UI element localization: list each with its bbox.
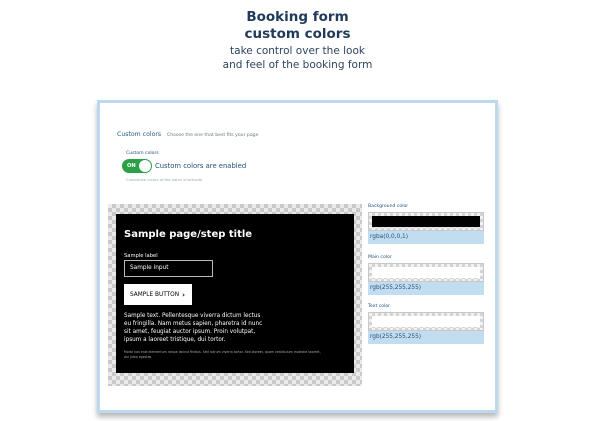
preview-body-text: Sample text. Pellentesque viverra dictum lectus eu fringilla. Nam metus sapien, pharetra id nunc sit amet, feugiat auctor ipsum. Proin volutpat, ipsum a laoreet tristique, dui tortor.: [124, 313, 263, 343]
main-color-field: [368, 255, 484, 295]
hero-subtitle-line2: and feel of the booking form: [222, 58, 373, 71]
preview-small-text: Morbi non erat elementum neque lacinia finibus. Sed rutrum viverra tortor. Sed laoreet, quam vestibulum molestie laoreet, dui justo egestas.: [124, 350, 321, 359]
preview-backdrop: [108, 204, 362, 386]
toggle-state-label: ON: [127, 162, 136, 169]
preview-title: Sample page/step title: [124, 229, 253, 240]
text-color-swatch: [372, 316, 480, 327]
preview-label: Sample label: [124, 253, 158, 259]
text-color-field: [368, 304, 484, 344]
toggle-status-text: Custom colors are enabled: [155, 162, 247, 170]
section-title: Custom colors: [117, 131, 162, 138]
background-color-value[interactable]: rgba(0,0,0,1): [368, 231, 484, 244]
hero-subtitle-line1: take control over the look: [230, 45, 365, 57]
text-color-label: Text color: [368, 304, 391, 309]
background-color-swatch: [372, 216, 480, 227]
custom-colors-toggle[interactable]: [122, 159, 152, 173]
toggle-label: Custom colors: [126, 151, 159, 156]
main-color-value[interactable]: rgb(255,255,255): [368, 282, 484, 295]
hero-title: [0, 9, 595, 43]
background-color-field: [368, 204, 484, 244]
background-color-label: Background color: [368, 204, 409, 209]
main-color-picker[interactable]: [368, 263, 484, 282]
section-description: Choose the one that best fits your page: [166, 133, 259, 138]
settings-panel: [97, 100, 498, 413]
background-color-picker[interactable]: [368, 212, 484, 231]
text-color-picker[interactable]: [368, 312, 484, 331]
text-color-value[interactable]: rgb(255,255,255): [368, 331, 484, 344]
toggle-knob: [139, 160, 151, 172]
preview-button-label: SAMPLE BUTTON: [130, 291, 180, 298]
booking-form-preview: [116, 214, 354, 373]
hero-title-line1: Booking form: [246, 9, 349, 25]
hero-title-line2: custom colors: [244, 26, 351, 42]
toggle-hint: Customize colors of the salon shortcode: [126, 177, 203, 182]
preview-input[interactable]: Sample input: [124, 260, 213, 277]
main-color-label: Main color: [368, 255, 392, 260]
section-header: [117, 131, 258, 138]
preview-sample-button[interactable]: [124, 284, 192, 305]
hero-subtitle: [0, 45, 595, 72]
chevron-right-icon: ›: [182, 290, 185, 299]
main-color-swatch: [372, 267, 480, 278]
